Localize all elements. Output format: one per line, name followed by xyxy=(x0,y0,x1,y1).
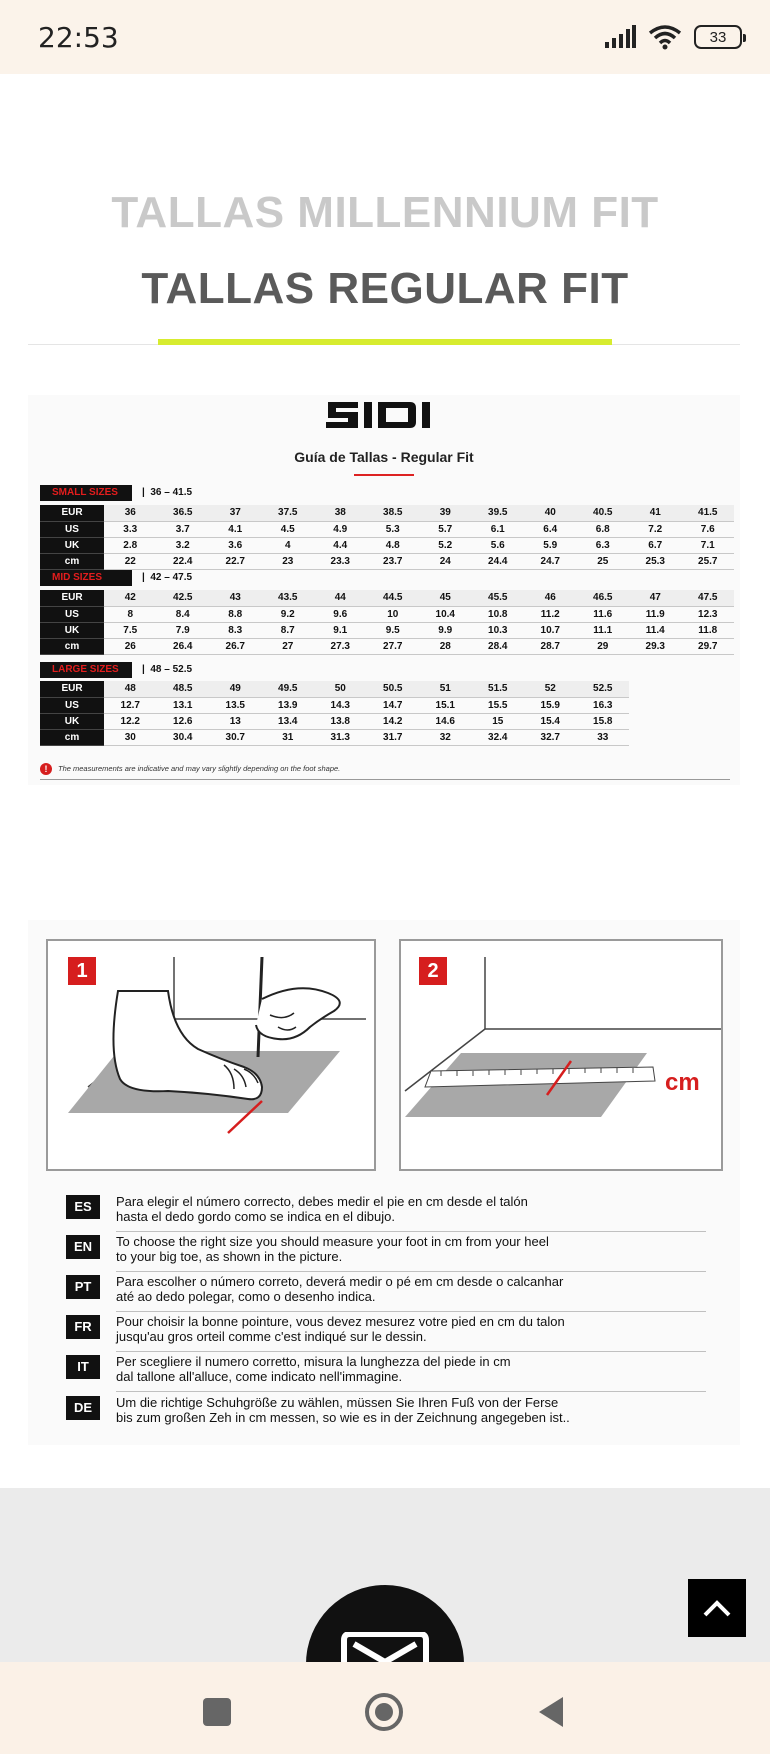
size-cell: 11.9 xyxy=(629,606,682,622)
size-cell: 26.7 xyxy=(209,638,262,654)
size-cell: 6.4 xyxy=(524,521,577,537)
foot-illustration-icon xyxy=(48,941,374,1169)
status-time: 22:53 xyxy=(38,20,119,54)
size-row-label: US xyxy=(40,521,104,537)
size-cell: 50.5 xyxy=(367,681,420,697)
size-cell: 15.8 xyxy=(577,713,630,729)
size-cell: 11.1 xyxy=(577,622,630,638)
size-cell: 9.2 xyxy=(262,606,315,622)
size-row xyxy=(40,590,734,606)
section-label-small: SMALL SIZES xyxy=(40,485,132,501)
size-cell: 48.5 xyxy=(157,681,210,697)
size-cell: 6.8 xyxy=(577,521,630,537)
size-cell: 11.6 xyxy=(577,606,630,622)
lang-code-es: ES xyxy=(66,1195,100,1219)
size-cell: 22.7 xyxy=(209,553,262,569)
size-table-small xyxy=(40,505,734,570)
measure-instructions-image xyxy=(28,920,740,1445)
status-bar xyxy=(0,0,770,74)
size-row xyxy=(40,681,629,697)
size-cell: 37 xyxy=(209,505,262,521)
size-row-label: cm xyxy=(40,729,104,745)
battery-icon xyxy=(694,25,742,49)
size-cell: 4.4 xyxy=(314,537,367,553)
size-cell: 2.8 xyxy=(104,537,157,553)
lang-code-pt: PT xyxy=(66,1275,100,1299)
size-cell: 25 xyxy=(577,553,630,569)
size-cell: 32 xyxy=(419,729,472,745)
instruction-text-it: Per scegliere il numero corretto, misura la lunghezza del piede in cm dal tallone all'alluce, come indicato nell'immagine. xyxy=(116,1354,511,1384)
size-cell: 15.5 xyxy=(472,697,525,713)
size-cell: 23.3 xyxy=(314,553,367,569)
sidi-logo-icon xyxy=(324,398,448,432)
lang-code-en: EN xyxy=(66,1235,100,1259)
size-cell: 45.5 xyxy=(472,590,525,606)
size-cell: 3.2 xyxy=(157,537,210,553)
step-1-panel xyxy=(46,939,376,1171)
size-cell: 31.7 xyxy=(367,729,420,745)
status-icons xyxy=(604,24,742,50)
size-cell: 11.8 xyxy=(682,622,735,638)
size-cell: 52 xyxy=(524,681,577,697)
size-cell: 45 xyxy=(419,590,472,606)
instruction-text-fr: Pour choisir la bonne pointure, vous devez mesurez votre pied en cm du talon jusqu'au gros orteil comme c'est indiqué sur le dessin. xyxy=(116,1314,565,1344)
wifi-icon xyxy=(648,24,682,50)
size-cell: 6.1 xyxy=(472,521,525,537)
size-cell: 5.6 xyxy=(472,537,525,553)
size-cell: 13 xyxy=(209,713,262,729)
instruction-rule xyxy=(116,1391,706,1392)
size-cell: 48 xyxy=(104,681,157,697)
size-cell: 36.5 xyxy=(157,505,210,521)
size-guide-title: Guía de Tallas - Regular Fit xyxy=(294,449,474,465)
instruction-rule xyxy=(116,1351,706,1352)
size-cell: 29 xyxy=(577,638,630,654)
size-row xyxy=(40,606,734,622)
size-cell: 26 xyxy=(104,638,157,654)
size-cell: 4 xyxy=(262,537,315,553)
size-cell: 14.6 xyxy=(419,713,472,729)
size-row xyxy=(40,729,629,745)
lang-code-it: IT xyxy=(66,1355,100,1379)
section-range-mid: | 42 – 47.5 xyxy=(142,572,193,583)
size-row-label: US xyxy=(40,606,104,622)
envelope-icon xyxy=(340,1632,430,1662)
size-cell: 7.1 xyxy=(682,537,735,553)
size-cell: 29.7 xyxy=(682,638,735,654)
size-cell: 28 xyxy=(419,638,472,654)
size-cell: 12.3 xyxy=(682,606,735,622)
size-cell: 52.5 xyxy=(577,681,630,697)
size-cell: 7.5 xyxy=(104,622,157,638)
instruction-rule xyxy=(116,1311,706,1312)
size-cell: 5.2 xyxy=(419,537,472,553)
size-cell: 32.7 xyxy=(524,729,577,745)
ruler-illustration-icon xyxy=(401,941,721,1169)
size-cell: 30.4 xyxy=(157,729,210,745)
signal-icon xyxy=(604,25,636,49)
size-cell: 47 xyxy=(629,590,682,606)
lang-code-de: DE xyxy=(66,1396,100,1420)
size-cell: 27.3 xyxy=(314,638,367,654)
recent-apps-button[interactable] xyxy=(197,1692,237,1732)
note-rule xyxy=(40,779,730,780)
instruction-text-en: To choose the right size you should measure your foot in cm from your heel to your big toe, as shown in the picture. xyxy=(116,1234,549,1264)
size-cell: 6.7 xyxy=(629,537,682,553)
size-cell: 37.5 xyxy=(262,505,315,521)
size-cell: 5.3 xyxy=(367,521,420,537)
size-cell: 44 xyxy=(314,590,367,606)
size-cell: 43.5 xyxy=(262,590,315,606)
size-cell: 33 xyxy=(577,729,630,745)
size-cell: 40.5 xyxy=(577,505,630,521)
size-cell: 9.1 xyxy=(314,622,367,638)
size-cell: 7.9 xyxy=(157,622,210,638)
size-row-label: EUR xyxy=(40,505,104,521)
size-row-label: UK xyxy=(40,537,104,553)
size-cell: 4.9 xyxy=(314,521,367,537)
size-cell: 8.8 xyxy=(209,606,262,622)
battery-level: 33 xyxy=(709,28,727,46)
size-row-label: UK xyxy=(40,713,104,729)
section-label-mid: MID SIZES xyxy=(40,570,132,586)
size-cell: 13.1 xyxy=(157,697,210,713)
size-cell: 8.4 xyxy=(157,606,210,622)
size-cell: 7.2 xyxy=(629,521,682,537)
size-cell: 13.8 xyxy=(314,713,367,729)
size-cell: 28.4 xyxy=(472,638,525,654)
section-range-large: | 48 – 52.5 xyxy=(142,664,193,675)
lang-code-fr: FR xyxy=(66,1315,100,1339)
size-cell: 51 xyxy=(419,681,472,697)
size-cell: 11.2 xyxy=(524,606,577,622)
size-cell: 10 xyxy=(367,606,420,622)
size-guide-rule xyxy=(354,474,414,476)
size-cell: 31 xyxy=(262,729,315,745)
size-cell: 49 xyxy=(209,681,262,697)
size-row xyxy=(40,638,734,654)
size-cell: 10.7 xyxy=(524,622,577,638)
size-cell: 23 xyxy=(262,553,315,569)
step-2-panel xyxy=(399,939,723,1171)
size-table-large xyxy=(40,681,629,746)
size-cell: 10.8 xyxy=(472,606,525,622)
size-cell: 8 xyxy=(104,606,157,622)
size-cell: 39.5 xyxy=(472,505,525,521)
size-cell: 15 xyxy=(472,713,525,729)
cm-unit-label: cm xyxy=(665,1069,700,1096)
measurement-note: The measurements are indicative and may vary slightly depending on the foot shape. xyxy=(58,764,341,773)
size-cell: 36 xyxy=(104,505,157,521)
size-cell: 9.9 xyxy=(419,622,472,638)
instruction-text-de: Um die richtige Schuhgröße zu wählen, müssen Sie Ihren Fuß von der Ferse bis zum großen Zeh in cm messen, so wie es in der Zeichnung angegeben ist.. xyxy=(116,1395,570,1425)
size-row xyxy=(40,622,734,638)
size-cell: 6.3 xyxy=(577,537,630,553)
size-cell: 22.4 xyxy=(157,553,210,569)
size-row xyxy=(40,553,734,569)
size-cell: 43 xyxy=(209,590,262,606)
size-cell: 13.9 xyxy=(262,697,315,713)
size-cell: 8.7 xyxy=(262,622,315,638)
size-cell: 10.3 xyxy=(472,622,525,638)
size-cell: 27.7 xyxy=(367,638,420,654)
size-cell: 30.7 xyxy=(209,729,262,745)
info-icon: ! xyxy=(40,763,52,775)
size-cell: 50 xyxy=(314,681,367,697)
size-cell: 14.3 xyxy=(314,697,367,713)
size-row-label: EUR xyxy=(40,681,104,697)
size-cell: 42.5 xyxy=(157,590,210,606)
size-cell: 24.4 xyxy=(472,553,525,569)
section-range-small: | 36 – 41.5 xyxy=(142,487,193,498)
size-cell: 28.7 xyxy=(524,638,577,654)
size-cell: 3.7 xyxy=(157,521,210,537)
size-row xyxy=(40,713,629,729)
size-cell: 23.7 xyxy=(367,553,420,569)
size-cell: 15.4 xyxy=(524,713,577,729)
size-row-label: cm xyxy=(40,638,104,654)
size-cell: 30 xyxy=(104,729,157,745)
size-cell: 38 xyxy=(314,505,367,521)
size-row xyxy=(40,697,629,713)
size-row xyxy=(40,521,734,537)
size-cell: 15.1 xyxy=(419,697,472,713)
size-cell: 40 xyxy=(524,505,577,521)
size-cell: 3.6 xyxy=(209,537,262,553)
size-cell: 29.3 xyxy=(629,638,682,654)
back-triangle-icon xyxy=(537,1695,567,1729)
size-cell: 27 xyxy=(262,638,315,654)
size-cell: 10.4 xyxy=(419,606,472,622)
size-cell: 3.3 xyxy=(104,521,157,537)
size-cell: 4.5 xyxy=(262,521,315,537)
section-label-large: LARGE SIZES xyxy=(40,662,132,678)
size-cell: 31.3 xyxy=(314,729,367,745)
square-icon xyxy=(202,1697,232,1727)
size-row xyxy=(40,505,734,521)
size-cell: 14.2 xyxy=(367,713,420,729)
size-cell: 8.3 xyxy=(209,622,262,638)
instruction-rule xyxy=(116,1231,706,1232)
size-cell: 14.7 xyxy=(367,697,420,713)
size-chart-image xyxy=(28,395,740,785)
size-cell: 22 xyxy=(104,553,157,569)
size-cell: 47.5 xyxy=(682,590,735,606)
size-cell: 44.5 xyxy=(367,590,420,606)
instruction-text-pt: Para escolher o número correto, deverá medir o pé em cm desde o calcanhar até ao dedo polegar, como o desenho indica. xyxy=(116,1274,564,1304)
tab-regular-fit[interactable]: TALLAS REGULAR FIT xyxy=(141,264,629,313)
size-row-label: US xyxy=(40,697,104,713)
size-cell: 26.4 xyxy=(157,638,210,654)
size-cell: 11.4 xyxy=(629,622,682,638)
size-cell: 4.1 xyxy=(209,521,262,537)
size-cell: 9.5 xyxy=(367,622,420,638)
system-nav-bar xyxy=(0,1662,770,1754)
size-cell: 13.5 xyxy=(209,697,262,713)
tab-millennium-fit[interactable]: TALLAS MILLENNIUM FIT xyxy=(111,188,659,237)
size-cell: 7.6 xyxy=(682,521,735,537)
size-cell: 46 xyxy=(524,590,577,606)
step-2-number: 2 xyxy=(419,957,447,985)
circle-home-icon xyxy=(364,1692,404,1732)
size-cell: 15.9 xyxy=(524,697,577,713)
size-cell: 13.4 xyxy=(262,713,315,729)
size-cell: 46.5 xyxy=(577,590,630,606)
size-cell: 9.6 xyxy=(314,606,367,622)
scroll-to-top-button[interactable] xyxy=(688,1579,746,1637)
instruction-rule xyxy=(116,1271,706,1272)
size-cell: 12.6 xyxy=(157,713,210,729)
size-cell: 49.5 xyxy=(262,681,315,697)
size-cell: 38.5 xyxy=(367,505,420,521)
size-cell: 5.9 xyxy=(524,537,577,553)
size-table-mid xyxy=(40,590,734,655)
size-cell: 25.7 xyxy=(682,553,735,569)
size-cell: 4.8 xyxy=(367,537,420,553)
chevron-up-icon xyxy=(702,1598,732,1618)
size-row-label: EUR xyxy=(40,590,104,606)
size-row xyxy=(40,537,734,553)
size-cell: 24.7 xyxy=(524,553,577,569)
back-button[interactable] xyxy=(532,1692,572,1732)
size-cell: 24 xyxy=(419,553,472,569)
size-row-label: UK xyxy=(40,622,104,638)
size-cell: 25.3 xyxy=(629,553,682,569)
step-1-number: 1 xyxy=(68,957,96,985)
size-cell: 51.5 xyxy=(472,681,525,697)
size-cell: 32.4 xyxy=(472,729,525,745)
instruction-text-es: Para elegir el número correcto, debes medir el pie en cm desde el talón hasta el dedo gordo como se indica en el dibujo. xyxy=(116,1194,528,1224)
size-row-label: cm xyxy=(40,553,104,569)
size-cell: 16.3 xyxy=(577,697,630,713)
size-cell: 42 xyxy=(104,590,157,606)
size-cell: 12.2 xyxy=(104,713,157,729)
size-cell: 12.7 xyxy=(104,697,157,713)
size-cell: 41 xyxy=(629,505,682,521)
tab-active-underline xyxy=(158,339,612,345)
size-cell: 41.5 xyxy=(682,505,735,521)
home-button[interactable] xyxy=(364,1692,404,1732)
size-cell: 39 xyxy=(419,505,472,521)
size-cell: 5.7 xyxy=(419,521,472,537)
